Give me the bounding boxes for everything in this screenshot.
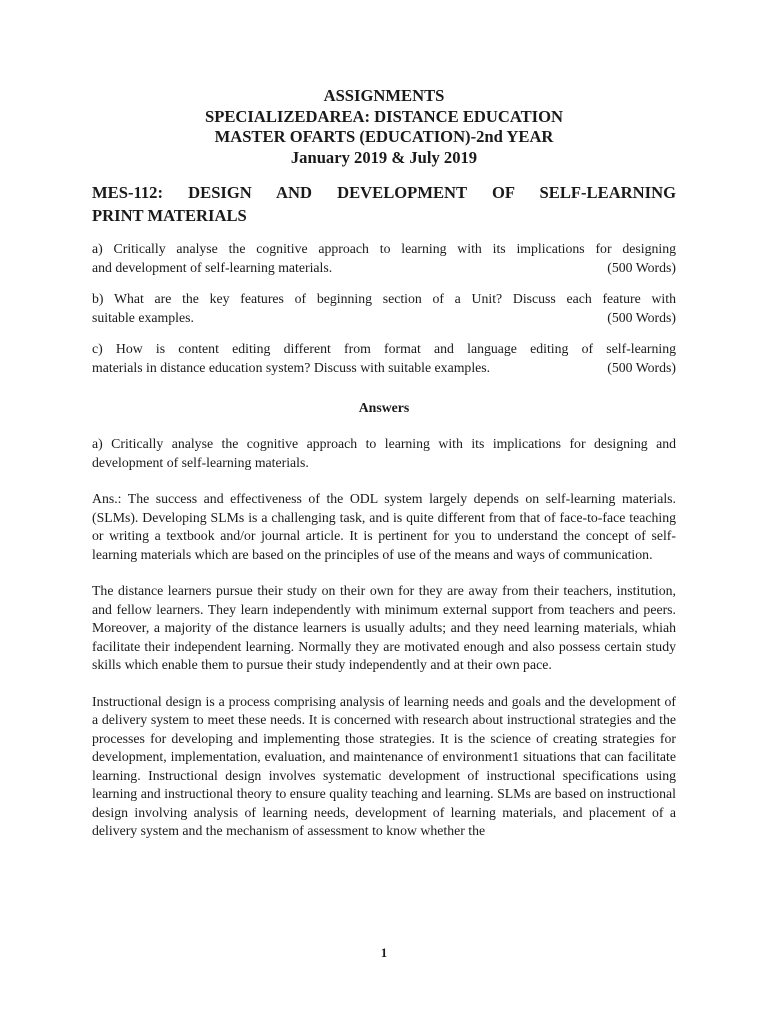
question-b-line-1: b) What are the key features of beginning section of a Unit? Discuss each feature with xyxy=(92,291,676,306)
course-title-line-2: PRINT MATERIALS xyxy=(92,205,247,225)
question-c xyxy=(92,340,676,377)
question-a xyxy=(92,240,676,277)
answer-paragraph-1: Ans.: The success and effectiveness of the ODL system largely depends on self-learning materials. (SLMs). Developing SLMs is a challenging task, and is quite different from that of face-to-face teaching or writing a textbook and/or journal article. It is pertinent for you to understand the concept of self-learning materials which are based on the principles of use of the means and ways of communication. xyxy=(92,491,676,562)
header-line-programme: MASTER OFARTS (EDUCATION)-2nd YEAR xyxy=(214,127,554,146)
document-page xyxy=(92,86,676,841)
header-line-session: January 2019 & July 2019 xyxy=(290,147,478,167)
question-b-line-2: suitable examples. xyxy=(92,309,194,325)
answers-heading: Answers xyxy=(358,400,410,415)
question-c-line-1: c) How is content editing different from format and language editing of self-learning xyxy=(92,341,676,356)
answer-paragraph-2: The distance learners pursue their study on their own for they are away from their teachers, institution, and fellow learners. They learn independently with minimum external support from teachers and peers. Moreover, a majority of the distance learners is usually adults; and they need learning materials, whiah facilitate their independent learning. Normally they are motivated enough and also possess certain study skills which enable them to pursue their study independently and at their own pace. xyxy=(92,583,676,672)
question-a-line-2: and development of self-learning materials. xyxy=(92,259,333,275)
question-b xyxy=(92,290,676,327)
question-c-word-limit: (500 Words) xyxy=(607,359,676,375)
course-title-line-1: MES-112: DESIGN AND DEVELOPMENT OF SELF-LEARNING xyxy=(92,183,676,202)
question-a-word-limit: (500 Words) xyxy=(607,259,676,275)
question-b-word-limit: (500 Words) xyxy=(607,309,676,325)
question-a-line-1: a) Critically analyse the cognitive approach to learning with its implications for designing xyxy=(92,241,676,256)
header-line-assignments: ASSIGNMENTS xyxy=(323,86,445,105)
document-header xyxy=(92,86,676,168)
answer-paragraph-3: Instructional design is a process comprising analysis of learning needs and goals and the development of a delivery system to meet these needs. It is concerned with research about instructional strategies and the processes for developing and implementing those strategies. It is the science of creating strategies for development, implementation, evaluation, and maintenance of environment1 situations that can facilitate learning. Instructional design involves systematic development of instructional specifications using learning and instructional theory to ensure quality teaching and learning. SLMs are based on instructional design involving analysis of learning needs, development of learning materials, and placement of a delivery system and the mechanism of assessment to know whether the xyxy=(92,693,676,838)
course-title xyxy=(92,182,676,227)
answer-question-repeat: a) Critically analyse the cognitive approach to learning with its implications for designing and development of self-learning materials. xyxy=(92,436,676,470)
page-number: 1 xyxy=(380,946,388,960)
header-line-specialized-area: SPECIALIZEDAREA: DISTANCE EDUCATION xyxy=(204,106,564,126)
question-c-line-2: materials in distance education system? Discuss with suitable examples. xyxy=(92,359,491,375)
